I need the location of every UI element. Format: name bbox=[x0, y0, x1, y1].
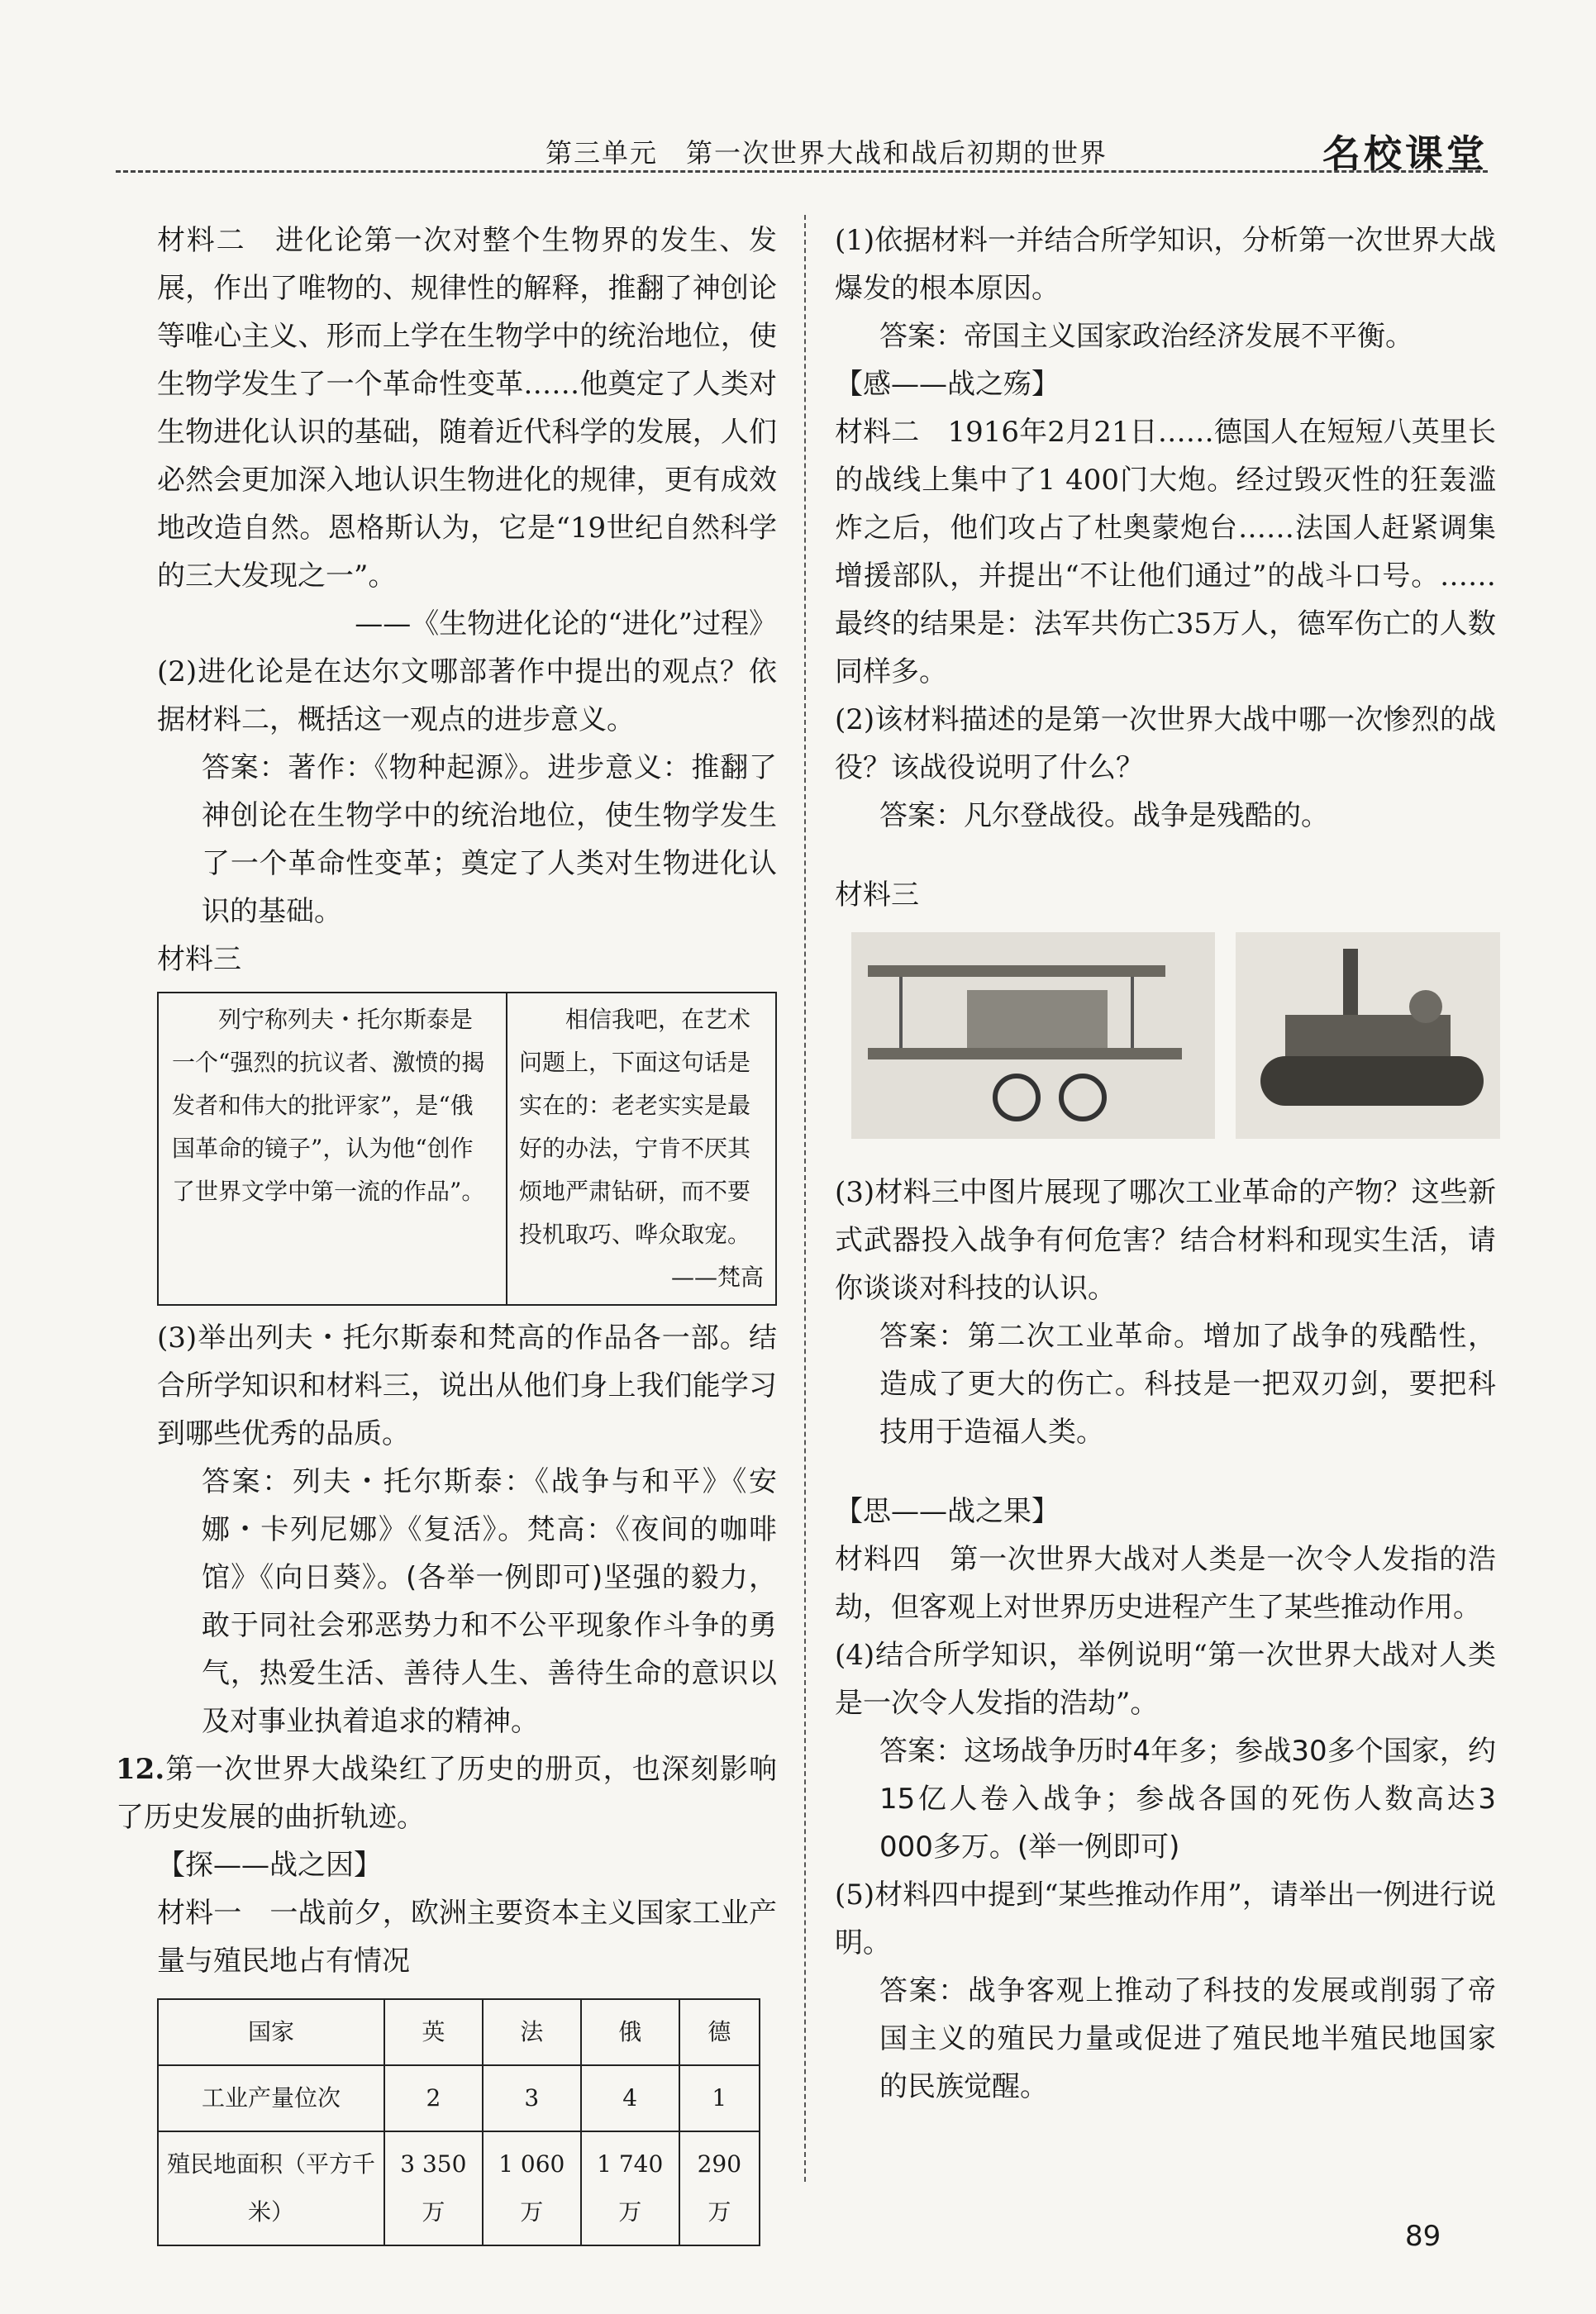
column-divider bbox=[804, 215, 806, 2182]
table-cell: 3 350 万 bbox=[384, 2131, 483, 2245]
table-cell: 2 bbox=[384, 2065, 483, 2131]
question-12-number: 12. bbox=[116, 1753, 165, 1786]
unit-title: 第三单元 第一次世界大战和战后初期的世界 bbox=[545, 137, 1108, 169]
answer-3: 答案：列夫・托尔斯泰：《战争与和平》《安娜・卡列尼娜》《复活》。梵高：《夜间的咖啡馆》《向日葵》。(各举一例即可)坚强的毅力，敢于同社会邪恶势力和不公平现象作斗争的勇气，热爱生活、善待人生、善待生命的意识以及对事业执着追求的精神。 bbox=[202, 1465, 777, 1738]
table-row bbox=[158, 2065, 760, 2131]
table-cell: 1 740 万 bbox=[581, 2131, 679, 2245]
question-4: (4)结合所学知识，举例说明“第一次世界大战对人类是一次令人发指的浩劫”。 bbox=[835, 1639, 1496, 1720]
table-cell: 1 bbox=[679, 2065, 760, 2131]
answer-3-right: 答案：第二次工业革命。增加了战争的残酷性，造成了更大的伤亡。科技是一把双刃剑，要把科技用于造福人类。 bbox=[879, 1320, 1496, 1449]
material-2-verdun: 材料二 1916年2月21日……德国人在短短八英里长的战线上集中了1 400门大炮。经过毁灭性的狂轰滥炸之后，他们攻占了杜奥蒙炮台……法国人赶紧调集增援部队，并提出“不让他们通过”的战斗口号。……最终的结果是：法军共伤亡35万人，德军伤亡的人数同样多。 bbox=[835, 416, 1496, 688]
answer-2-right: 答案：凡尔登战役。战争是残酷的。 bbox=[879, 799, 1329, 832]
question-3-right: (3)材料三中图片展现了哪次工业革命的产物？这些新式武器投入战争有何危害？结合材料和现实生活，请你谈谈对科技的认识。 bbox=[835, 1176, 1496, 1305]
page-header bbox=[116, 116, 1488, 174]
material-3-right-label: 材料三 bbox=[835, 878, 919, 912]
table-header: 德 bbox=[679, 1999, 760, 2065]
table-header: 俄 bbox=[581, 1999, 679, 2065]
table-header: 法 bbox=[483, 1999, 581, 2065]
table-cell: 290 万 bbox=[679, 2131, 760, 2245]
left-column bbox=[116, 217, 777, 2246]
table-cell: 殖民地面积（平方千米） bbox=[158, 2131, 384, 2245]
answer-5: 答案：战争客观上推动了科技的发展或削弱了帝国主义的殖民力量或促进了殖民地半殖民地国家的民族觉醒。 bbox=[879, 1974, 1496, 2103]
material-3-label: 材料三 bbox=[157, 943, 241, 976]
material-4-text: 材料四 第一次世界大战对人类是一次令人发指的浩劫，但客观上对世界历史进程产生了某些推动作用。 bbox=[835, 1543, 1496, 1624]
van-gogh-quote: 相信我吧，在艺术问题上，下面这句话是实在的：老老实实是最好的办法，宁肯不厌其烦地严肃钻研，而不要投机取巧、哗众取宠。 bbox=[519, 1006, 751, 1248]
tolstoy-quote: 列宁称列夫・托尔斯泰是一个“强烈的抗议者、激愤的揭发者和伟大的批评家”，是“俄国革命的镜子”，认为他“创作了世界文学中第一流的作品”。 bbox=[159, 993, 507, 1304]
table-header: 国家 bbox=[158, 1999, 384, 2065]
question-1: (1)依据材料一并结合所学知识，分析第一次世界大战爆发的根本原因。 bbox=[835, 224, 1496, 305]
header-divider bbox=[116, 170, 1488, 173]
page-number: 89 bbox=[1405, 2220, 1441, 2253]
brand-logo: 名校课堂 bbox=[1322, 131, 1488, 176]
question-12-text: 第一次世界大战染红了历史的册页，也深刻影响了历史发展的曲折轨迹。 bbox=[116, 1753, 777, 1834]
material-3-photos bbox=[835, 932, 1496, 1155]
airplane-photo bbox=[851, 932, 1215, 1139]
table-cell: 工业产量位次 bbox=[158, 2065, 384, 2131]
table-header-row bbox=[158, 1999, 760, 2065]
material-1-text: 材料一 一战前夕，欧洲主要资本主义国家工业产量与殖民地占有情况 bbox=[157, 1897, 777, 1978]
table-cell: 4 bbox=[581, 2065, 679, 2131]
table-header: 英 bbox=[384, 1999, 483, 2065]
section-cause: 【探——战之因】 bbox=[157, 1849, 382, 1882]
question-2: (2)进化论是在达尔文哪部著作中提出的观点？依据材料二，概括这一观点的进步意义。 bbox=[157, 655, 777, 736]
right-column bbox=[835, 217, 1496, 2111]
section-suffering: 【感——战之殇】 bbox=[835, 368, 1060, 401]
table-cell: 1 060 万 bbox=[483, 2131, 581, 2245]
table-row bbox=[158, 2131, 760, 2245]
question-5: (5)材料四中提到“某些推动作用”，请举出一例进行说明。 bbox=[835, 1878, 1496, 1959]
material-2-text: 材料二 进化论第一次对整个生物界的发生、发展，作出了唯物的、规律性的解释，推翻了神创论等唯心主义、形而上学在生物学中的统治地位，使生物学发生了一个革命性变革……他奠定了人类对生物进化认识的基础，随着近代科学的发展，人们必然会更加深入地认识生物进化的规律，更有成效地改造自然。恩格斯认为，它是“19世纪自然科学的三大发现之一”。 bbox=[157, 224, 777, 593]
van-gogh-quote-cell bbox=[507, 993, 775, 1304]
colony-table bbox=[157, 1998, 760, 2246]
van-gogh-signature: ——梵高 bbox=[670, 1264, 764, 1291]
tank-photo bbox=[1236, 932, 1500, 1139]
answer-2: 答案：著作：《物种起源》。进步意义：推翻了神创论在生物学中的统治地位，使生物学发生了一个革命性变革；奠定了人类对生物进化认识的基础。 bbox=[202, 751, 777, 928]
table-cell: 3 bbox=[483, 2065, 581, 2131]
question-3: (3)举出列夫・托尔斯泰和梵高的作品各一部。结合所学知识和材料三，说出从他们身上我们能学习到哪些优秀的品质。 bbox=[157, 1321, 777, 1450]
question-12 bbox=[116, 1745, 777, 1841]
section-result: 【思——战之果】 bbox=[835, 1495, 1060, 1528]
question-2-right: (2)该材料描述的是第一次世界大战中哪一次惨烈的战役？该战役说明了什么？ bbox=[835, 703, 1496, 784]
answer-1: 答案：帝国主义国家政治经济发展不平衡。 bbox=[879, 320, 1413, 353]
material-2-source: ——《生物进化论的“进化”过程》 bbox=[355, 607, 777, 640]
quote-box bbox=[157, 992, 777, 1306]
answer-4: 答案：这场战争历时4年多；参战30多个国家，约15亿人卷入战争；参战各国的死伤人数高达3 000多万。(举一例即可) bbox=[879, 1735, 1496, 1864]
